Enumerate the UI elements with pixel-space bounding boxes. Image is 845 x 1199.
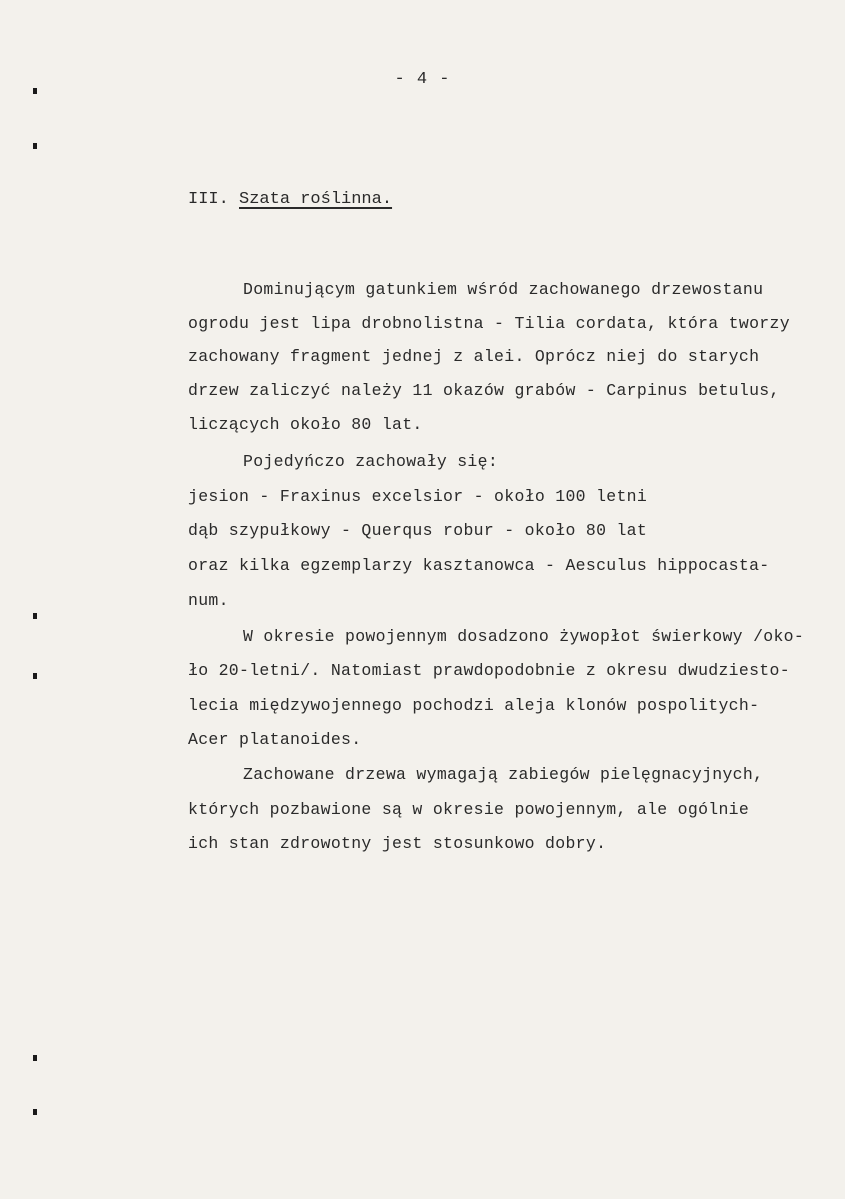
section-numeral: III. bbox=[188, 190, 229, 209]
body-line: zachowany fragment jednej z alei. Oprócz niej do starych bbox=[188, 347, 760, 366]
body-line: liczących około 80 lat. bbox=[188, 415, 423, 434]
binding-hole-mark bbox=[33, 613, 37, 619]
body-line: lecia międzywojennego pochodzi aleja klonów pospolitych- bbox=[188, 696, 760, 715]
binding-hole-mark bbox=[33, 673, 37, 679]
body-line: oraz kilka egzemplarzy kasztanowca - Aesculus hippocasta- bbox=[188, 556, 770, 575]
binding-hole-mark bbox=[33, 1109, 37, 1115]
binding-hole-mark bbox=[33, 1055, 37, 1061]
body-line: Acer platanoides. bbox=[188, 730, 362, 749]
body-line: Pojedyńczo zachowały się: bbox=[243, 452, 499, 471]
body-line: drzew zaliczyć należy 11 okazów grabów - Carpinus betulus, bbox=[188, 381, 780, 400]
binding-hole-mark bbox=[33, 143, 37, 149]
body-line: jesion - Fraxinus excelsior - około 100 letni bbox=[188, 487, 648, 506]
body-line: ogrodu jest lipa drobnolistna - Tilia cordata, która tworzy bbox=[188, 314, 790, 333]
body-line: których pozbawione są w okresie powojennym, ale ogólnie bbox=[188, 800, 750, 819]
body-line: ich stan zdrowotny jest stosunkowo dobry. bbox=[188, 834, 607, 853]
section-title: Szata roślinna. bbox=[239, 190, 393, 209]
body-line: ło 20-letni/. Natomiast prawdopodobnie z okresu dwudziesto- bbox=[188, 661, 790, 680]
body-line: dąb szypułkowy - Querqus robur - około 80 lat bbox=[188, 521, 648, 540]
body-line: W okresie powojennym dosadzono żywopłot świerkowy /oko- bbox=[243, 627, 805, 646]
page-number: - 4 - bbox=[394, 70, 451, 89]
body-line: Dominującym gatunkiem wśród zachowanego drzewostanu bbox=[243, 280, 764, 299]
section-heading bbox=[188, 190, 392, 209]
body-line: Zachowane drzewa wymagają zabiegów pielęgnacyjnych, bbox=[243, 765, 764, 784]
body-line: num. bbox=[188, 591, 229, 610]
